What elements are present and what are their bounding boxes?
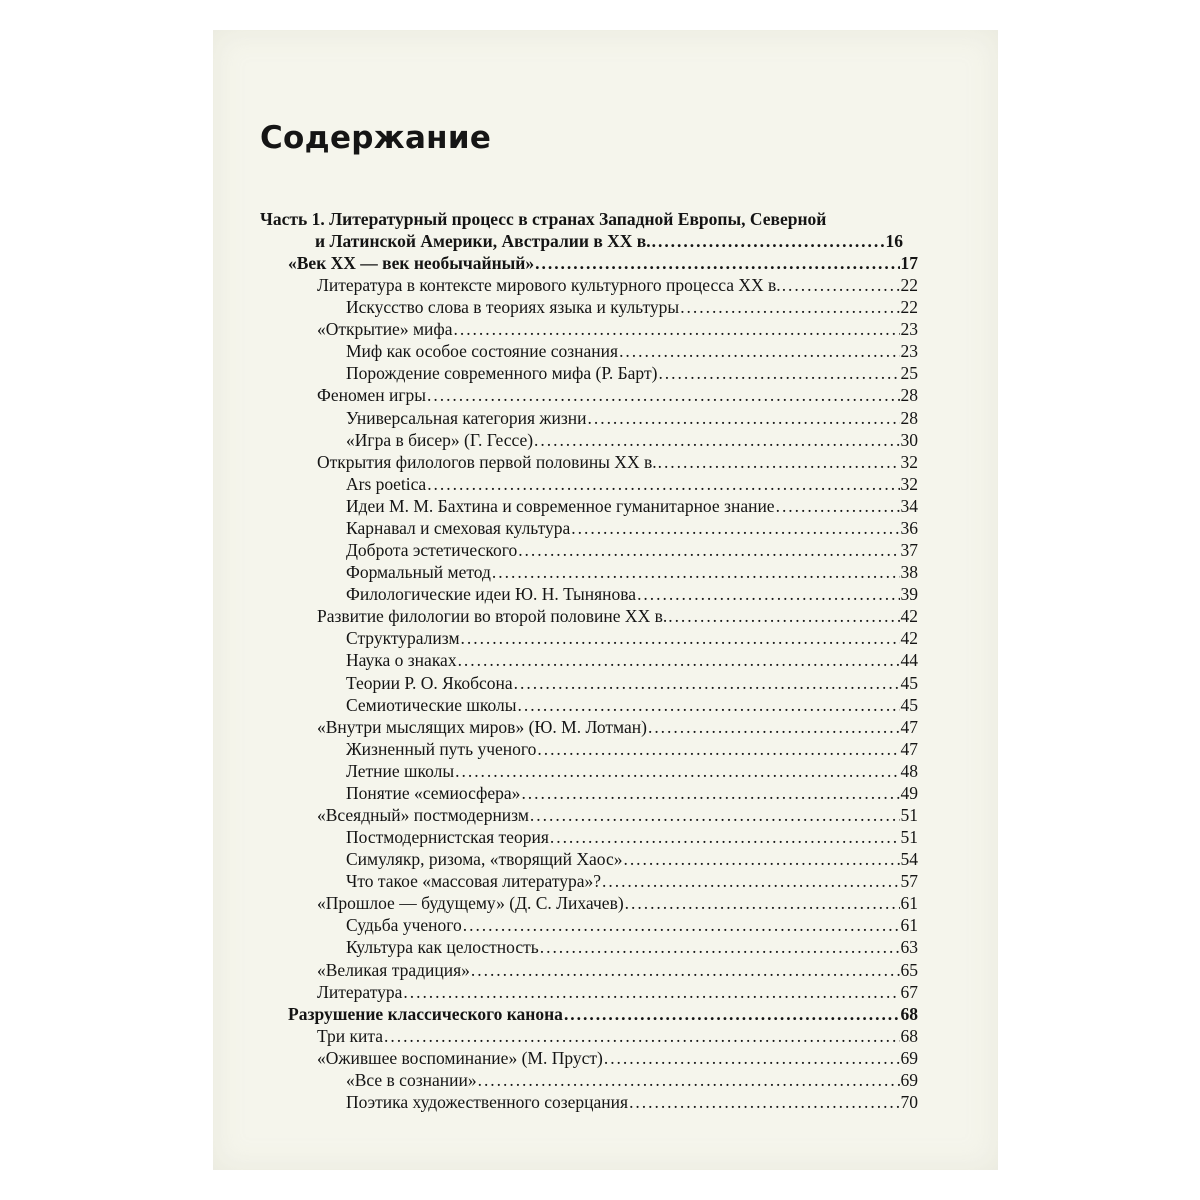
toc-leader-dots [637, 583, 899, 605]
toc-leader-dots [623, 848, 899, 870]
toc-entry-text: Понятие «семиосфера» [346, 782, 521, 803]
toc-entry-text: Доброта эстетического [346, 540, 518, 561]
toc-entry [346, 782, 918, 804]
toc-page-number: 34 [900, 495, 918, 516]
toc-leader-dots [652, 230, 885, 252]
toc-entry-text: Что такое «массовая литература»? [346, 871, 602, 892]
toc-page-number: 17 [900, 253, 918, 273]
toc-entry-text: «Открытие» мифа [317, 319, 453, 340]
toc-entry [317, 274, 918, 296]
toc-entry-text: Культура как целостность [346, 937, 539, 958]
toc-entry [346, 848, 918, 870]
toc-page-number: 30 [900, 429, 918, 450]
toc-page-number: 47 [900, 738, 918, 759]
toc-entry-text: «Все в сознании» [346, 1069, 477, 1090]
toc-entry [346, 561, 918, 583]
toc-page-number: 63 [900, 937, 918, 958]
toc-entry-text: Формальный метод [346, 562, 491, 583]
toc-entry [317, 1025, 918, 1047]
toc-leader-dots [518, 539, 899, 561]
toc-entry [317, 804, 918, 826]
toc-leader-dots [658, 451, 900, 473]
toc-entry [346, 340, 918, 362]
toc-page-number: 42 [900, 606, 918, 627]
toc-entry-text: Литература в контексте мирового культурного процесса XX в. [317, 275, 781, 296]
toc-entry [317, 451, 918, 473]
toc-page-number: 47 [900, 716, 918, 737]
toc-leader-dots [604, 1047, 900, 1069]
toc-entry-text: Судьба ученого [346, 915, 462, 936]
toc-entry [346, 583, 918, 605]
toc-leader-dots [492, 561, 900, 583]
toc-leader-dots [463, 914, 900, 936]
toc-entry [346, 362, 918, 384]
toc-entry-text: Открытия филологов первой половины XX в. [317, 451, 657, 472]
toc-page-number: 37 [900, 540, 918, 561]
page-title: Содержание [260, 120, 492, 156]
toc-entry [346, 495, 918, 517]
toc-entry-text: Постмодернистская теория [346, 827, 549, 848]
toc-entry-text: «Ожившее воспоминание» (М. Пруст) [317, 1047, 603, 1068]
toc-leader-dots [403, 981, 899, 1003]
toc-page-number: 67 [900, 981, 918, 1002]
toc-page-number: 32 [900, 473, 918, 494]
toc-page-number: 25 [900, 363, 918, 384]
toc-entry [346, 936, 918, 958]
toc-entry-text: Феномен игры [317, 385, 427, 406]
toc-page-number: 51 [900, 805, 918, 825]
toc-entry-text: и Латинской Америки, Австралии в XX в. [315, 231, 651, 251]
toc-page-number: 61 [900, 893, 918, 914]
toc-page-number: 23 [900, 319, 918, 340]
toc-page-number: 68 [900, 1003, 918, 1024]
toc-page-number: 54 [900, 849, 918, 870]
toc-entry-text: «Великая традиция» [317, 959, 470, 980]
toc-leader-dots [571, 517, 899, 539]
toc-entry [346, 826, 918, 848]
toc-page-number: 42 [900, 628, 918, 649]
toc-leader-dots [458, 649, 900, 671]
toc-page-number: 69 [900, 1069, 918, 1090]
toc-entry-text: «Век XX — век необычайный» [288, 253, 535, 273]
toc-page-number: 57 [900, 871, 918, 892]
toc-entry-text: Структурализм [346, 628, 460, 649]
toc-entry [346, 738, 918, 760]
toc-entry [317, 605, 918, 627]
toc-page-number: 48 [900, 760, 918, 781]
toc-page-number: 16 [885, 231, 903, 251]
toc-page-number: 70 [900, 1092, 918, 1113]
toc-leader-dots [588, 407, 900, 429]
toc-leader-dots [668, 605, 899, 627]
toc-entry [317, 384, 918, 406]
toc-entry-text: Поэтика художественного созерцания [346, 1092, 629, 1113]
toc-page-number: 28 [900, 407, 918, 428]
toc-page-number: 61 [900, 915, 918, 936]
toc-leader-dots [625, 892, 900, 914]
toc-leader-dots [521, 782, 899, 804]
toc-leader-dots [680, 296, 899, 318]
toc-entry-text: Универсальная категория жизни [346, 407, 587, 428]
toc-entry-text: Теории Р. О. Якобсона [346, 672, 513, 693]
toc-leader-dots [427, 384, 899, 406]
toc-entry [346, 407, 918, 429]
toc-entry-text: Карнавал и смеховая культура [346, 517, 571, 538]
toc-leader-dots [455, 760, 899, 782]
toc-entry [317, 959, 918, 981]
toc-entry [317, 716, 918, 738]
toc-leader-dots [602, 870, 899, 892]
toc-entry [317, 318, 918, 340]
toc-leader-dots [461, 627, 900, 649]
toc-entry-text: Литература [317, 981, 403, 1002]
toc-page-number: 45 [900, 672, 918, 693]
toc-entry-text: Ars poetica [346, 473, 427, 494]
toc-entry [346, 473, 918, 495]
toc-entry-text: Разрушение классического канона [288, 1003, 563, 1024]
toc-page-number: 44 [900, 650, 918, 671]
toc-page-number: 28 [900, 385, 918, 406]
toc-entry [346, 1091, 918, 1113]
toc-entry-text: «Всеядный» постмодернизм [317, 805, 529, 825]
toc-entry-text: «Прошлое — будущему» (Д. С. Лихачев) [317, 893, 624, 914]
toc-page-number: 68 [900, 1025, 918, 1046]
toc-page-number: 69 [900, 1047, 918, 1068]
toc-page-number: 32 [900, 451, 918, 472]
toc-leader-dots [782, 274, 900, 296]
toc-entry [346, 914, 918, 936]
toc-leader-dots [564, 1003, 900, 1025]
toc-entry [346, 517, 918, 539]
toc-page-number: 49 [900, 782, 918, 803]
toc-page-number: 51 [900, 827, 918, 848]
toc-entry [346, 649, 918, 671]
toc-entry [317, 892, 918, 914]
toc-leader-dots [478, 1069, 900, 1091]
toc-page-number: 45 [900, 694, 918, 715]
toc-page-number: 65 [900, 959, 918, 980]
toc-entry [346, 870, 918, 892]
toc-entry [346, 539, 918, 561]
toc-entry-text: «Внутри мыслящих миров» (Ю. М. Лотман) [317, 716, 647, 737]
toc-entry-text: Семиотические школы [346, 694, 517, 715]
toc-leader-dots [537, 738, 899, 760]
toc-entry [317, 981, 918, 1003]
toc-entry [346, 760, 918, 782]
toc-entry-text: Симулякр, ризома, «творящий Хаос» [346, 849, 623, 870]
toc-entry-text: «Игра в бисер» (Г. Гессе) [346, 429, 534, 450]
toc-entry-text: Миф как особое состояние сознания [346, 341, 619, 362]
toc-entry-text: Три кита [317, 1025, 384, 1046]
toc-page-number: 39 [900, 584, 918, 605]
toc-entry-text: Жизненный путь ученого [346, 738, 537, 759]
toc-leader-dots [530, 804, 900, 826]
toc-page-number: 22 [900, 275, 918, 296]
toc-entry [346, 1069, 918, 1091]
toc-entry [346, 694, 918, 716]
part-heading-line1: Часть 1. Литературный процесс в странах Западной Европы, Северной [260, 209, 827, 229]
toc-leader-dots [550, 826, 900, 848]
toc-leader-dots [776, 495, 900, 517]
toc-page-number: 38 [900, 562, 918, 583]
toc-entry [346, 429, 918, 451]
toc-leader-dots [454, 318, 900, 340]
toc-entry-text: Порождение современного мифа (Р. Барт) [346, 363, 658, 384]
toc-page-number: 23 [900, 341, 918, 362]
toc-entry [317, 1047, 918, 1069]
toc-leader-dots [658, 362, 899, 384]
part-heading-line2 [315, 230, 903, 252]
toc-leader-dots [619, 340, 899, 362]
toc-leader-dots [518, 694, 900, 716]
toc-entry-text: Искусство слова в теориях языка и культуры [346, 297, 680, 318]
toc-entry [346, 296, 918, 318]
toc-entry-text: Летние школы [346, 760, 455, 781]
toc-page-number: 22 [900, 297, 918, 318]
toc-entry-text: Наука о знаках [346, 650, 457, 671]
toc-leader-dots [540, 936, 900, 958]
toc-entry [346, 627, 918, 649]
toc-entry-text: Развитие филологии во второй половине XX в. [317, 606, 668, 627]
toc-leader-dots [471, 959, 900, 981]
toc-leader-dots [648, 716, 900, 738]
toc-entry-text: Филологические идеи Ю. Н. Тынянова [346, 584, 637, 605]
toc-page-number: 36 [900, 517, 918, 538]
toc-leader-dots [534, 429, 899, 451]
toc-entry [288, 252, 918, 274]
toc-entry [288, 1003, 918, 1025]
toc-leader-dots [629, 1091, 899, 1113]
toc-leader-dots [514, 672, 900, 694]
toc-leader-dots [427, 473, 899, 495]
toc-leader-dots [535, 252, 899, 274]
toc-entry-text: Идеи М. М. Бахтина и современное гуманитарное знание [346, 495, 775, 516]
toc-leader-dots [384, 1025, 899, 1047]
toc-entry [346, 672, 918, 694]
